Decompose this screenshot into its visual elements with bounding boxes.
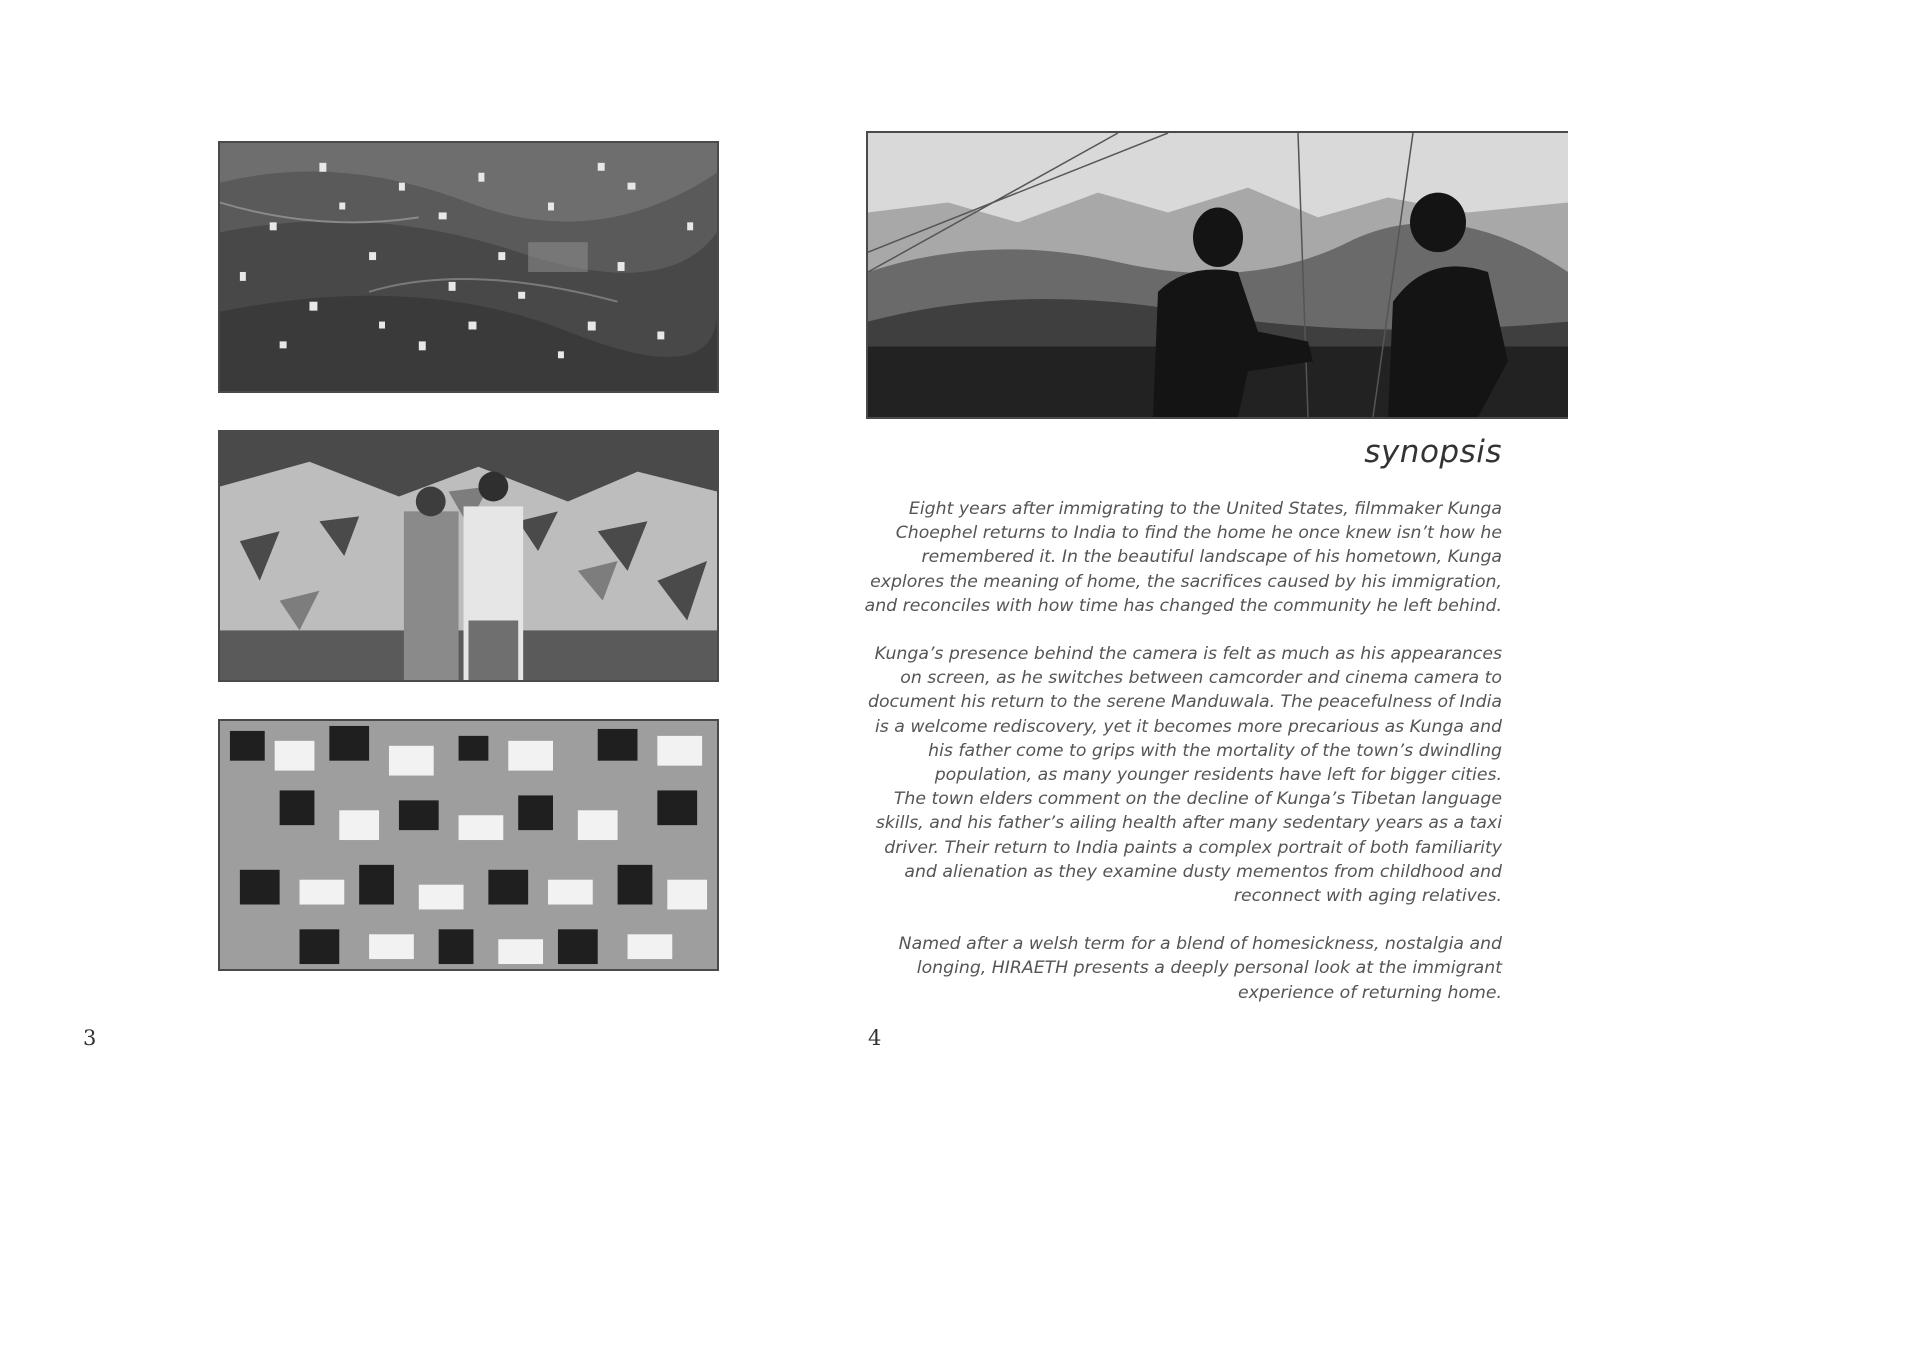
forest-valley-image [220,143,717,391]
synopsis-heading: synopsis [1364,434,1502,470]
synopsis-paragraph: Named after a welsh term for a blend of homesickness, nostalgia and longing, HIRAETH presents a deeply personal look at the immigrant experience of returning home. [898,934,1502,1003]
prayer-flags-closeup-image [220,721,717,969]
synopsis-paragraph: Eight years after immigrating to the United States, filmmaker Kunga Choephel returns to India to find the home he once knew isn’t how he remembered it. In the beautiful landscape of his hometown, Kunga explores the meaning of home, the sacrifices caused by his immigration, and reconciles with how time has changed the community he left behind. [864,499,1502,616]
prayer-flags-closeup-photo [218,719,719,971]
couple-prayer-flags-image [220,432,717,680]
page-number-left: 3 [83,1026,97,1050]
page-number-right: 4 [868,1026,882,1050]
synopsis-body [862,497,1502,1005]
couple-prayer-flags-photo [218,430,719,682]
mountain-silhouettes-image [868,133,1568,417]
forest-valley-photo [218,141,719,393]
synopsis-paragraph: The town elders comment on the decline of Kunga’s Tibetan language skills, and his father’s ailing health after many sedentary years as a taxi driver. Their return to India paints a complex portrait of both familiarity and alienation as they examine dusty mementos from childhood and reconnect with aging relatives. [875,789,1502,907]
mountain-silhouettes-photo [866,131,1568,419]
synopsis-paragraph: Kunga’s presence behind the camera is felt as much as his appearances on screen, as he switches between camcorder and cinema camera to document his return to the serene Manduwala. The peacefulness of India is a welcome rediscovery, yet it becomes more precarious as Kunga and his father come to grips with the mortality of the town’s dwindling population, as many younger residents have left for bigger cities. [867,644,1502,786]
